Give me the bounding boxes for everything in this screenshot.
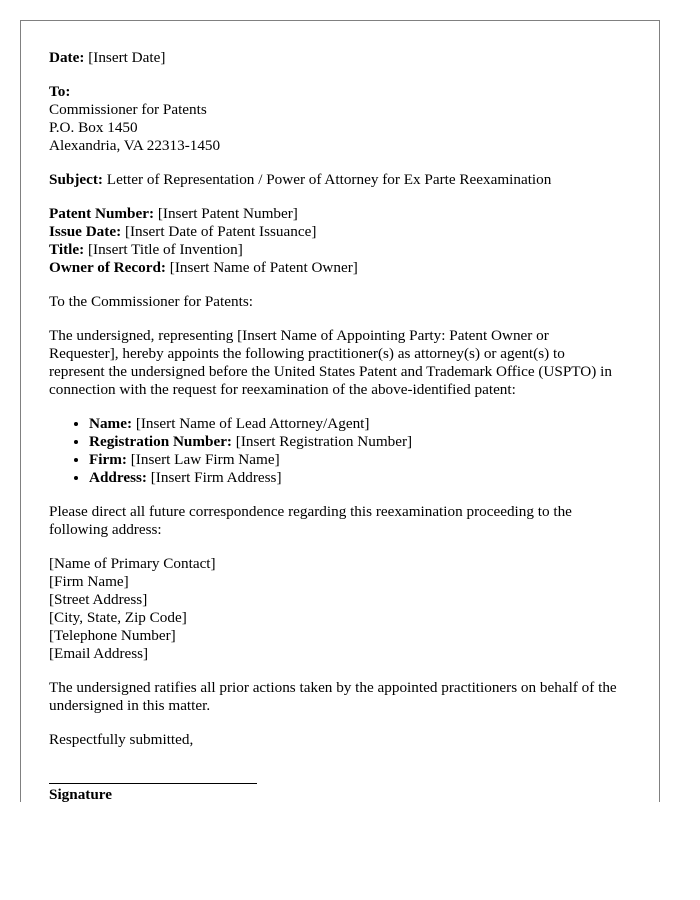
address-line: [Street Address] <box>49 591 148 608</box>
owner-line <box>49 259 619 277</box>
patent-number-line <box>49 205 619 223</box>
list-item <box>89 469 619 487</box>
practitioner-list <box>49 415 619 487</box>
list-item <box>89 415 619 433</box>
patent-number-value: [Insert Patent Number] <box>157 205 298 222</box>
issue-date-value: [Insert Date of Patent Issuance] <box>124 223 317 240</box>
recipient-block <box>49 83 619 155</box>
letter-page <box>20 20 660 802</box>
address-value: [Insert Firm Address] <box>150 469 282 486</box>
patent-details <box>49 205 619 277</box>
registration-number-label: Registration Number: <box>89 433 232 450</box>
recipient-line: Alexandria, VA 22313-1450 <box>49 137 221 154</box>
address-label: Address: <box>89 469 147 486</box>
ratification-paragraph: The undersigned ratifies all prior actions taken by the appointed practitioners on behalf of the undersigned in this matter. <box>49 679 617 714</box>
signature-line <box>49 783 257 784</box>
title-label: Title: <box>49 241 85 258</box>
issue-date-line <box>49 223 619 241</box>
to-label: To: <box>49 83 71 100</box>
subject-label: Subject: <box>49 171 103 188</box>
address-line: [Firm Name] <box>49 573 129 590</box>
letter-content <box>49 49 619 802</box>
address-line: [Telephone Number] <box>49 627 176 644</box>
practitioner-name-value: [Insert Name of Lead Attorney/Agent] <box>135 415 370 432</box>
body-paragraph: The undersigned, representing [Insert Name of Appointing Party: Patent Owner or Requester], hereby appoints the following practitioner(s) as attorney(s) or agent(s) to represent the undersigned before the United States Patent and Trademark Office (USPTO) in connection with the request for reexamination of the above-identified patent: <box>49 327 612 398</box>
subject-value: Letter of Representation / Power of Attorney for Ex Parte Reexamination <box>106 171 552 188</box>
salutation: To the Commissioner for Patents: <box>49 293 253 310</box>
date-label: Date: <box>49 49 85 66</box>
issue-date-label: Issue Date: <box>49 223 122 240</box>
address-line: [Name of Primary Contact] <box>49 555 216 572</box>
correspondence-address <box>49 555 619 663</box>
recipient-line: P.O. Box 1450 <box>49 119 138 136</box>
address-line: [City, State, Zip Code] <box>49 609 187 626</box>
address-line: [Email Address] <box>49 645 149 662</box>
correspondence-intro: Please direct all future correspondence regarding this reexamination proceeding to the following address: <box>49 503 572 538</box>
owner-value: [Insert Name of Patent Owner] <box>169 259 358 276</box>
title-value: [Insert Title of Invention] <box>87 241 243 258</box>
firm-value: [Insert Law Firm Name] <box>130 451 280 468</box>
registration-number-value: [Insert Registration Number] <box>235 433 413 450</box>
date-line <box>49 49 619 67</box>
owner-label: Owner of Record: <box>49 259 166 276</box>
title-line <box>49 241 619 259</box>
date-value: [Insert Date] <box>88 49 166 66</box>
firm-label: Firm: <box>89 451 127 468</box>
closing: Respectfully submitted, <box>49 731 194 748</box>
subject-line <box>49 171 619 189</box>
list-item <box>89 451 619 469</box>
patent-number-label: Patent Number: <box>49 205 155 222</box>
signature-label: Signature <box>49 786 113 802</box>
recipient-line: Commissioner for Patents <box>49 101 207 118</box>
list-item <box>89 433 619 451</box>
practitioner-name-label: Name: <box>89 415 133 432</box>
